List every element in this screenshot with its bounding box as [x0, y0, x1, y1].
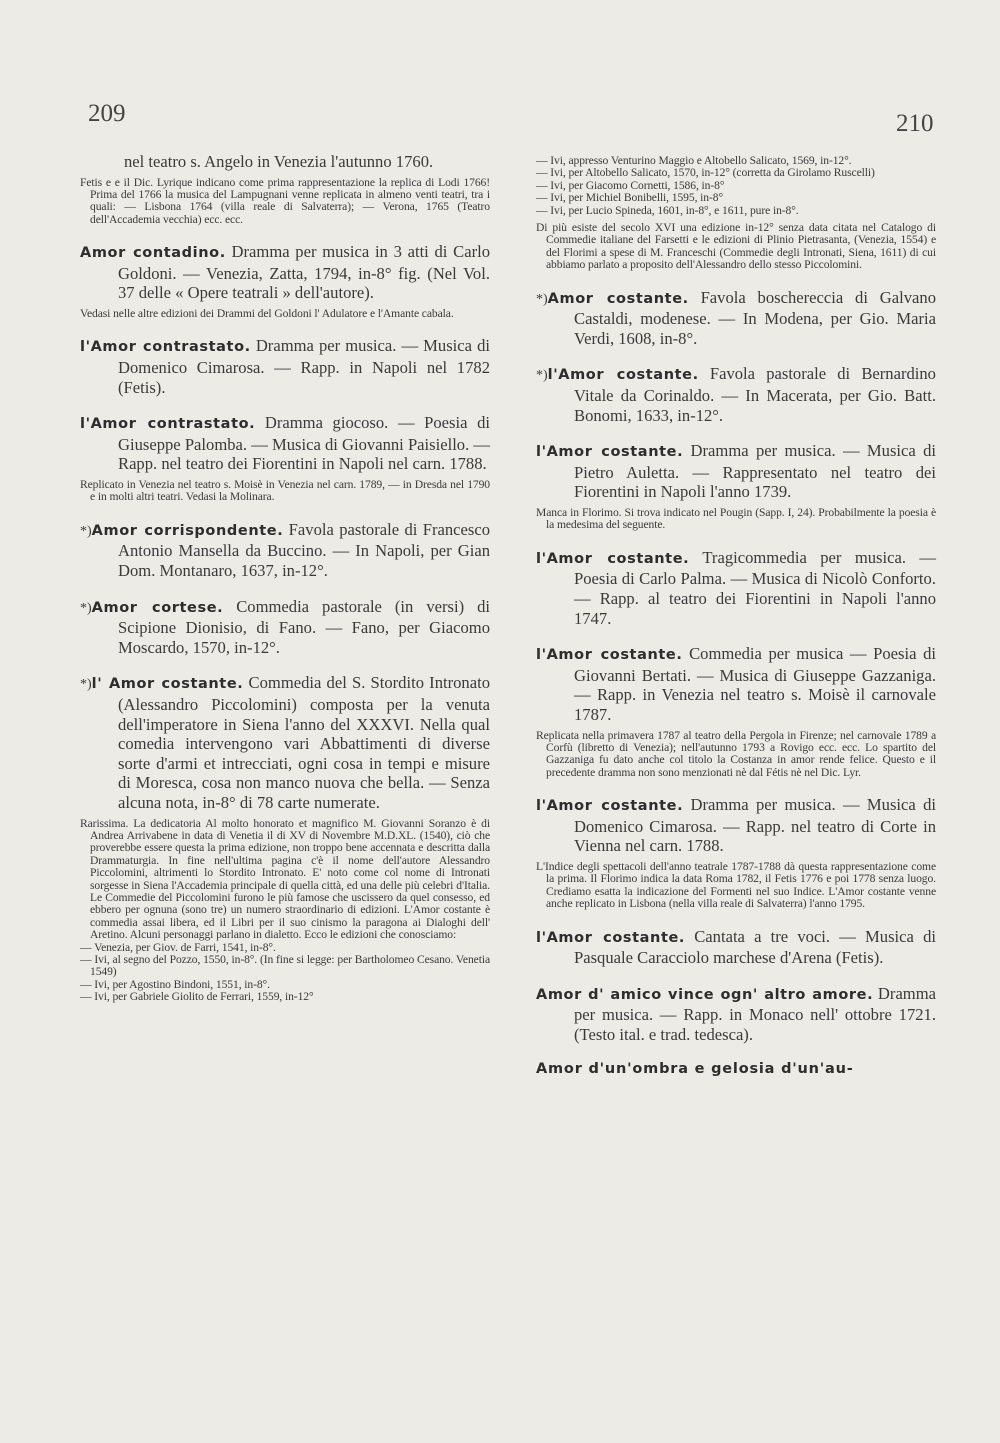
entry-text: Dramma giocoso. — Poesia di Giuseppe Palomba. — Musica di Giovanni Paisiello. — Rapp. nel teatro dei Fiorentini in Napoli nel carn. 1788.	[118, 413, 490, 474]
note-text: Replicato in Venezia nel teatro s. Moisè in Venezia nel carn. 1789, — in Dresda nel 1790 e in molti altri teatri. Vedasi la Molinara.	[80, 477, 490, 504]
entry	[536, 927, 936, 968]
right-column	[536, 155, 936, 1077]
entry	[80, 673, 490, 812]
entry-title: Amor costante.	[547, 290, 689, 307]
entry-text: Commedia pastorale (in versi) di Scipione Dionisio, di Fano. — Fano, per Giacomo Moscardo, 1570, in-12°.	[118, 596, 490, 657]
entry-title: Amor d' amico vince ogn' altro amore.	[536, 986, 874, 1003]
entry-text: Dramma per musica in 3 atti di Carlo Goldoni. — Venezia, Zatta, 1794, in-8° fig. (Nel Vol. 37 delle « Opere teatrali » dell'autore).	[118, 242, 491, 303]
entry-text: Commedia per musica — Poesia di Giovanni Bertati. — Musica di Giuseppe Gazzaniga. — Rapp. in Venezia nel teatro s. Moisè il carnovale 1787.	[574, 644, 936, 724]
entry	[80, 520, 490, 581]
entry	[536, 644, 936, 724]
edition-line: — Ivi, per Lucio Spineda, 1601, in-8°, e 1611, pure in-8°.	[536, 203, 799, 217]
entry-title: l'Amor contrastato.	[80, 339, 251, 356]
entry-title: l'Amor contrastato.	[80, 416, 256, 433]
entry	[80, 336, 490, 397]
entry	[80, 242, 490, 303]
note-text: Manca in Florimo. Si trova indicato nel Pougin (Sapp. I, 24). Probabilmente la poesia è la medesima del seguente.	[536, 506, 936, 532]
entry	[536, 548, 936, 628]
entry-text: Dramma per musica. — Musica di Domenico Cimarosa. — Rapp. nel teatro di Corte in Vienna nel carn. 1788.	[574, 795, 936, 856]
continued-text: nel teatro s. Angelo in Venezia l'autunno 1760.	[124, 152, 434, 171]
entry	[536, 288, 936, 349]
entry	[80, 413, 490, 474]
entry-asterisk: *)	[80, 677, 92, 693]
edition-line: — Ivi, per Altobello Salicato, 1570, in-12° (corretta da Girolamo Ruscelli)	[536, 166, 875, 180]
entry-text: Favola boschereccia di Galvano Castaldi, modenese. — In Modena, per Gio. Maria Verdi, 1608, in-8°.	[574, 287, 936, 348]
edition-line: — Ivi, per Gabriele Giolito de Ferrari, 1559, in-12°	[80, 990, 314, 1004]
entry	[536, 984, 936, 1045]
entry-title-continued: Amor d'un'ombra e gelosia d'un'au-	[536, 1060, 854, 1077]
note-text: Replicata nella primavera 1787 al teatro della Pergola in Firenze; nel carnovale 1789 a Corfù (libretto di Venezia); nell'autunno 1793 a Rovigo ecc. ecc. Lo spartito del Gazzaniga fu dato anche col titolo la Costanza in amor rende felice. Questo e il precedente dramma non sono menzionati nè dal Fétis nè nel Dic. Lyr.	[536, 728, 936, 779]
note-text: Fetis e e il Dic. Lyrique indicano come prima rappresentazione la replica di Lodi 1766! Prima del 1766 la musica del Lampugnani venne replicata in almeno venti teatri, tra i quali: — Lisbona 1764 (villa reale di Salvaterra); — Verona, 1765 (Teatro dell'Accademia vecchia) ecc. ecc.	[80, 175, 490, 226]
entry-text: Tragicommedia per musica. — Poesia di Carlo Palma. — Musica di Nicolò Conforto. — Rapp. al teatro dei Fiorentini in Napoli l'anno 1747.	[574, 547, 936, 628]
note-text: Di più esiste del secolo XVI una edizione in-12° senza data citata nel Catalogo di Commedie italiane del Farsetti e le edizioni di Plinio Pietrasanta, (Venezia, 1554) e del Florimi a spese di M. Franceschi (Commedie degli Intronati, Siena, 1611) di cui abbiamo parlato a proposito dell'Alessandro dello stesso Piccolomini.	[536, 221, 936, 272]
entry-text: Dramma per musica. — Musica di Pietro Auletta. — Rappresentato nel teatro dei Fiorentini in Napoli l'anno 1739.	[574, 441, 936, 502]
entry	[536, 795, 936, 856]
entry-title: Amor cortese.	[91, 599, 224, 616]
entry-title: l'Amor costante.	[536, 798, 684, 815]
entry	[536, 441, 936, 502]
edition-line: — Ivi, al segno del Pozzo, 1550, in-8°. (In fine si legge: per Bartholomeo Cesano. Venetia 1549)	[80, 952, 490, 979]
entry-title: Amor corrispondente.	[91, 522, 284, 539]
edition-line: — Ivi, per Agostino Bindoni, 1551, in-8°.	[80, 977, 270, 991]
entry-title: Amor contadino.	[80, 245, 226, 262]
entry-asterisk: *)	[536, 291, 548, 307]
edition-line: — Venezia, per Giov. de Farri, 1541, in-8°.	[80, 940, 276, 954]
entry	[536, 364, 936, 425]
edition-line: — Ivi, per Giacomo Cornetti, 1586, in-8°	[536, 178, 725, 192]
entry	[80, 597, 490, 658]
entry-text: Commedia del S. Stordito Intronato (Alessandro Piccolomini) composta per la venuta dell'imperatore in Siena l'anno del XXXVI. Nella qual comedia intervengono vari Abbattimenti di diverse sorte d'armi et intrecciati, ogni cosa in tempi e misure di Moresca, cosa non manco nuova che bella. — Senza alcuna nota, in-8° di 78 carte numerate.	[118, 673, 490, 812]
entry-text: Cantata a tre voci. — Musica di Pasquale Caracciolo marchese d'Arena (Fetis).	[574, 926, 936, 968]
entry-asterisk: *)	[80, 523, 92, 539]
entry-title: l'Amor costante.	[536, 444, 684, 461]
entry-title: l'Amor costante.	[536, 550, 690, 567]
entry-asterisk: *)	[536, 368, 548, 384]
note-text: L'Indice degli spettacoli dell'anno teatrale 1787-1788 dà questa rappresentazione come la prima. Il Florimo indica la data Roma 1782, il Fetis 1776 e poi 1778 senza luogo. Crediamo esatta la indicazione del Formenti nel suo Indice. L'Amor costante venne anche replicato in Lisbona (nella villa reale di Salvaterra) l'anno 1795.	[536, 859, 936, 911]
entry-title: l'Amor costante.	[536, 647, 683, 664]
note-text: Rarissima. La dedicatoria Al molto honorato et magnifico M. Giovanni Soranzo è di Andrea Arrivabene in data di Venetia il di XV di Novembre M.D.XL. (1540), ciò che proverebbe essere questa la prima edizione, non troppo bene accennata e descritta dalla Drammaturgia. In fine nell'ultima pagina c'è il nome dell'autore Alessandro Piccolomini, altrimenti lo Stordito Intronato. E' noto come col nome di Intronati sorgesse in Siena l'Accademia principale di quella città, ed una delle più celebri d'Italia. Le Commedie del Piccolomini furono le più famose che uscissero da quel consesso, ed ebbero per ognuna (sono tre) un numero straordinario di edizioni. L'Amor costante è commedia assai libera, ed il Libri per il suo cinismo la paragona ai Dialoghi dell' Aretino. Alcuni personaggi parlano in dialetto. Ecco le edizioni che conosciamo:	[80, 816, 490, 942]
entry-title: l' Amor costante.	[91, 676, 244, 693]
entry-title: l'Amor costante.	[547, 367, 699, 384]
left-column	[80, 152, 490, 1004]
entry-text: Favola pastorale di Francesco Antonio Mansella da Buccino. — In Napoli, per Gian Dom. Montanaro, 1637, in-12°.	[118, 519, 490, 580]
entry-text: Dramma per musica. — Rapp. in Monaco nell' ottobre 1721. (Testo ital. e trad. tedesca).	[574, 983, 936, 1044]
entry-text: Dramma per musica. — Musica di Domenico Cimarosa. — Rapp. in Napoli nel 1782 (Fetis).	[118, 336, 490, 397]
entry-text: Favola pastorale di Bernardino Vitale da Corinaldo. — In Macerata, per Gio. Batt. Bonomi, 1633, in-12°.	[574, 364, 936, 425]
edition-line: — Ivi, per Michiel Bonibelli, 1595, in-8°	[536, 191, 723, 205]
page-number-right: 210	[896, 110, 934, 137]
page-number-left: 209	[88, 100, 126, 127]
note-text: Vedasi nelle altre edizioni dei Drammi del Goldoni l' Adulatore e l'Amante cabala.	[80, 307, 454, 320]
entry-asterisk: *)	[80, 600, 92, 616]
edition-line: — Ivi, appresso Venturino Maggio e Altobello Salicato, 1569, in-12°.	[536, 154, 852, 167]
entry-title: l'Amor costante.	[536, 929, 686, 946]
